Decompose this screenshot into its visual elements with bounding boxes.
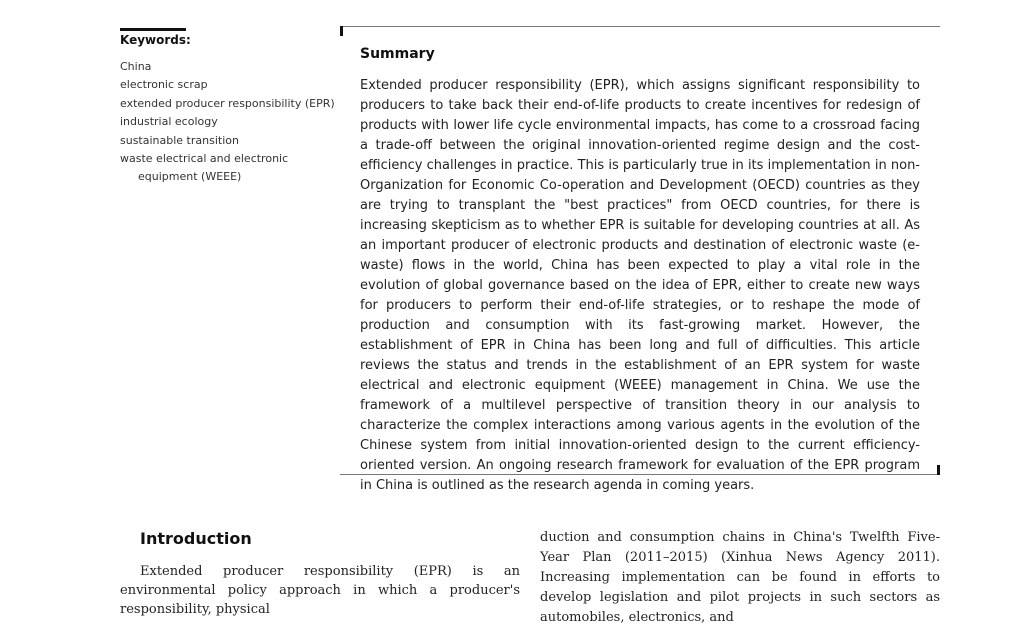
keywords-rule: [120, 28, 186, 31]
summary-corner-mark: [340, 26, 343, 36]
summary-top-rule: [340, 26, 940, 27]
introduction-left-column: Extended producer responsibility (EPR) is an environmental policy approach in which a producer's responsibility, physical: [120, 564, 520, 617]
summary-bottom-rule: [340, 474, 940, 475]
keyword-item: industrial ecology: [120, 115, 218, 129]
keyword-item: electronic scrap: [120, 78, 208, 92]
keyword-item: China: [120, 60, 152, 73]
keywords-list: [120, 58, 335, 187]
keywords-heading: Keywords:: [120, 33, 191, 47]
summary-heading: Summary: [360, 46, 435, 62]
keyword-item: waste electrical and electronic equipment (WEEE): [120, 152, 289, 184]
introduction-right-column: duction and consumption chains in China's Twelfth Five-Year Plan (2011–2015) (Xinhua News Agency 2011). Increasing implementation can be found in efforts to develop legislation and pilot projects in such sectors as automobiles, electronics, and: [540, 530, 940, 625]
keyword-item: extended producer responsibility (EPR): [120, 96, 335, 110]
summary-corner-mark: [937, 465, 940, 475]
introduction-heading: Introduction: [140, 529, 252, 548]
summary-text: Extended producer responsibility (EPR), which assigns significant responsibility to producers to take back their end-of-life products to create incentives for redesign of products with lower life cycle environmental impacts, has come to a crossroad facing a trade-off between the original innovation-oriented regime design and the cost-efficiency challenges in practice. This is particularly true in its implementation in non-Organization for Economic Co-operation and Development (OECD) countries as they are trying to transplant the "best practices" from OECD countries, for there is increasing skepticism as to whether EPR is suitable for developing countries at all. As an important producer of electronic products and destination of electronic waste (e-waste) flows in the world, China has been expected to play a vital role in the evolution of global governance based on the idea of EPR, either to create new ways for producers to perform their end-of-life strategies, or to reshape the mode of production and consumption with its fast-growing market. However, the establishment of EPR in China has been long and full of difficulties. This article reviews the status and trends in the establishment of an EPR system for waste electrical and electronic equipment (WEEE) management in China. We use the framework of a multilevel perspective of transition theory in our analysis to characterize the complex interactions among various agents in the evolution of the Chinese system from initial innovation-oriented design to the current efficiency-oriented version. An ongoing research framework for evaluation of the EPR program in China is outlined as the research agenda in coming years.: [360, 78, 920, 493]
keyword-item: sustainable transition: [120, 133, 239, 147]
